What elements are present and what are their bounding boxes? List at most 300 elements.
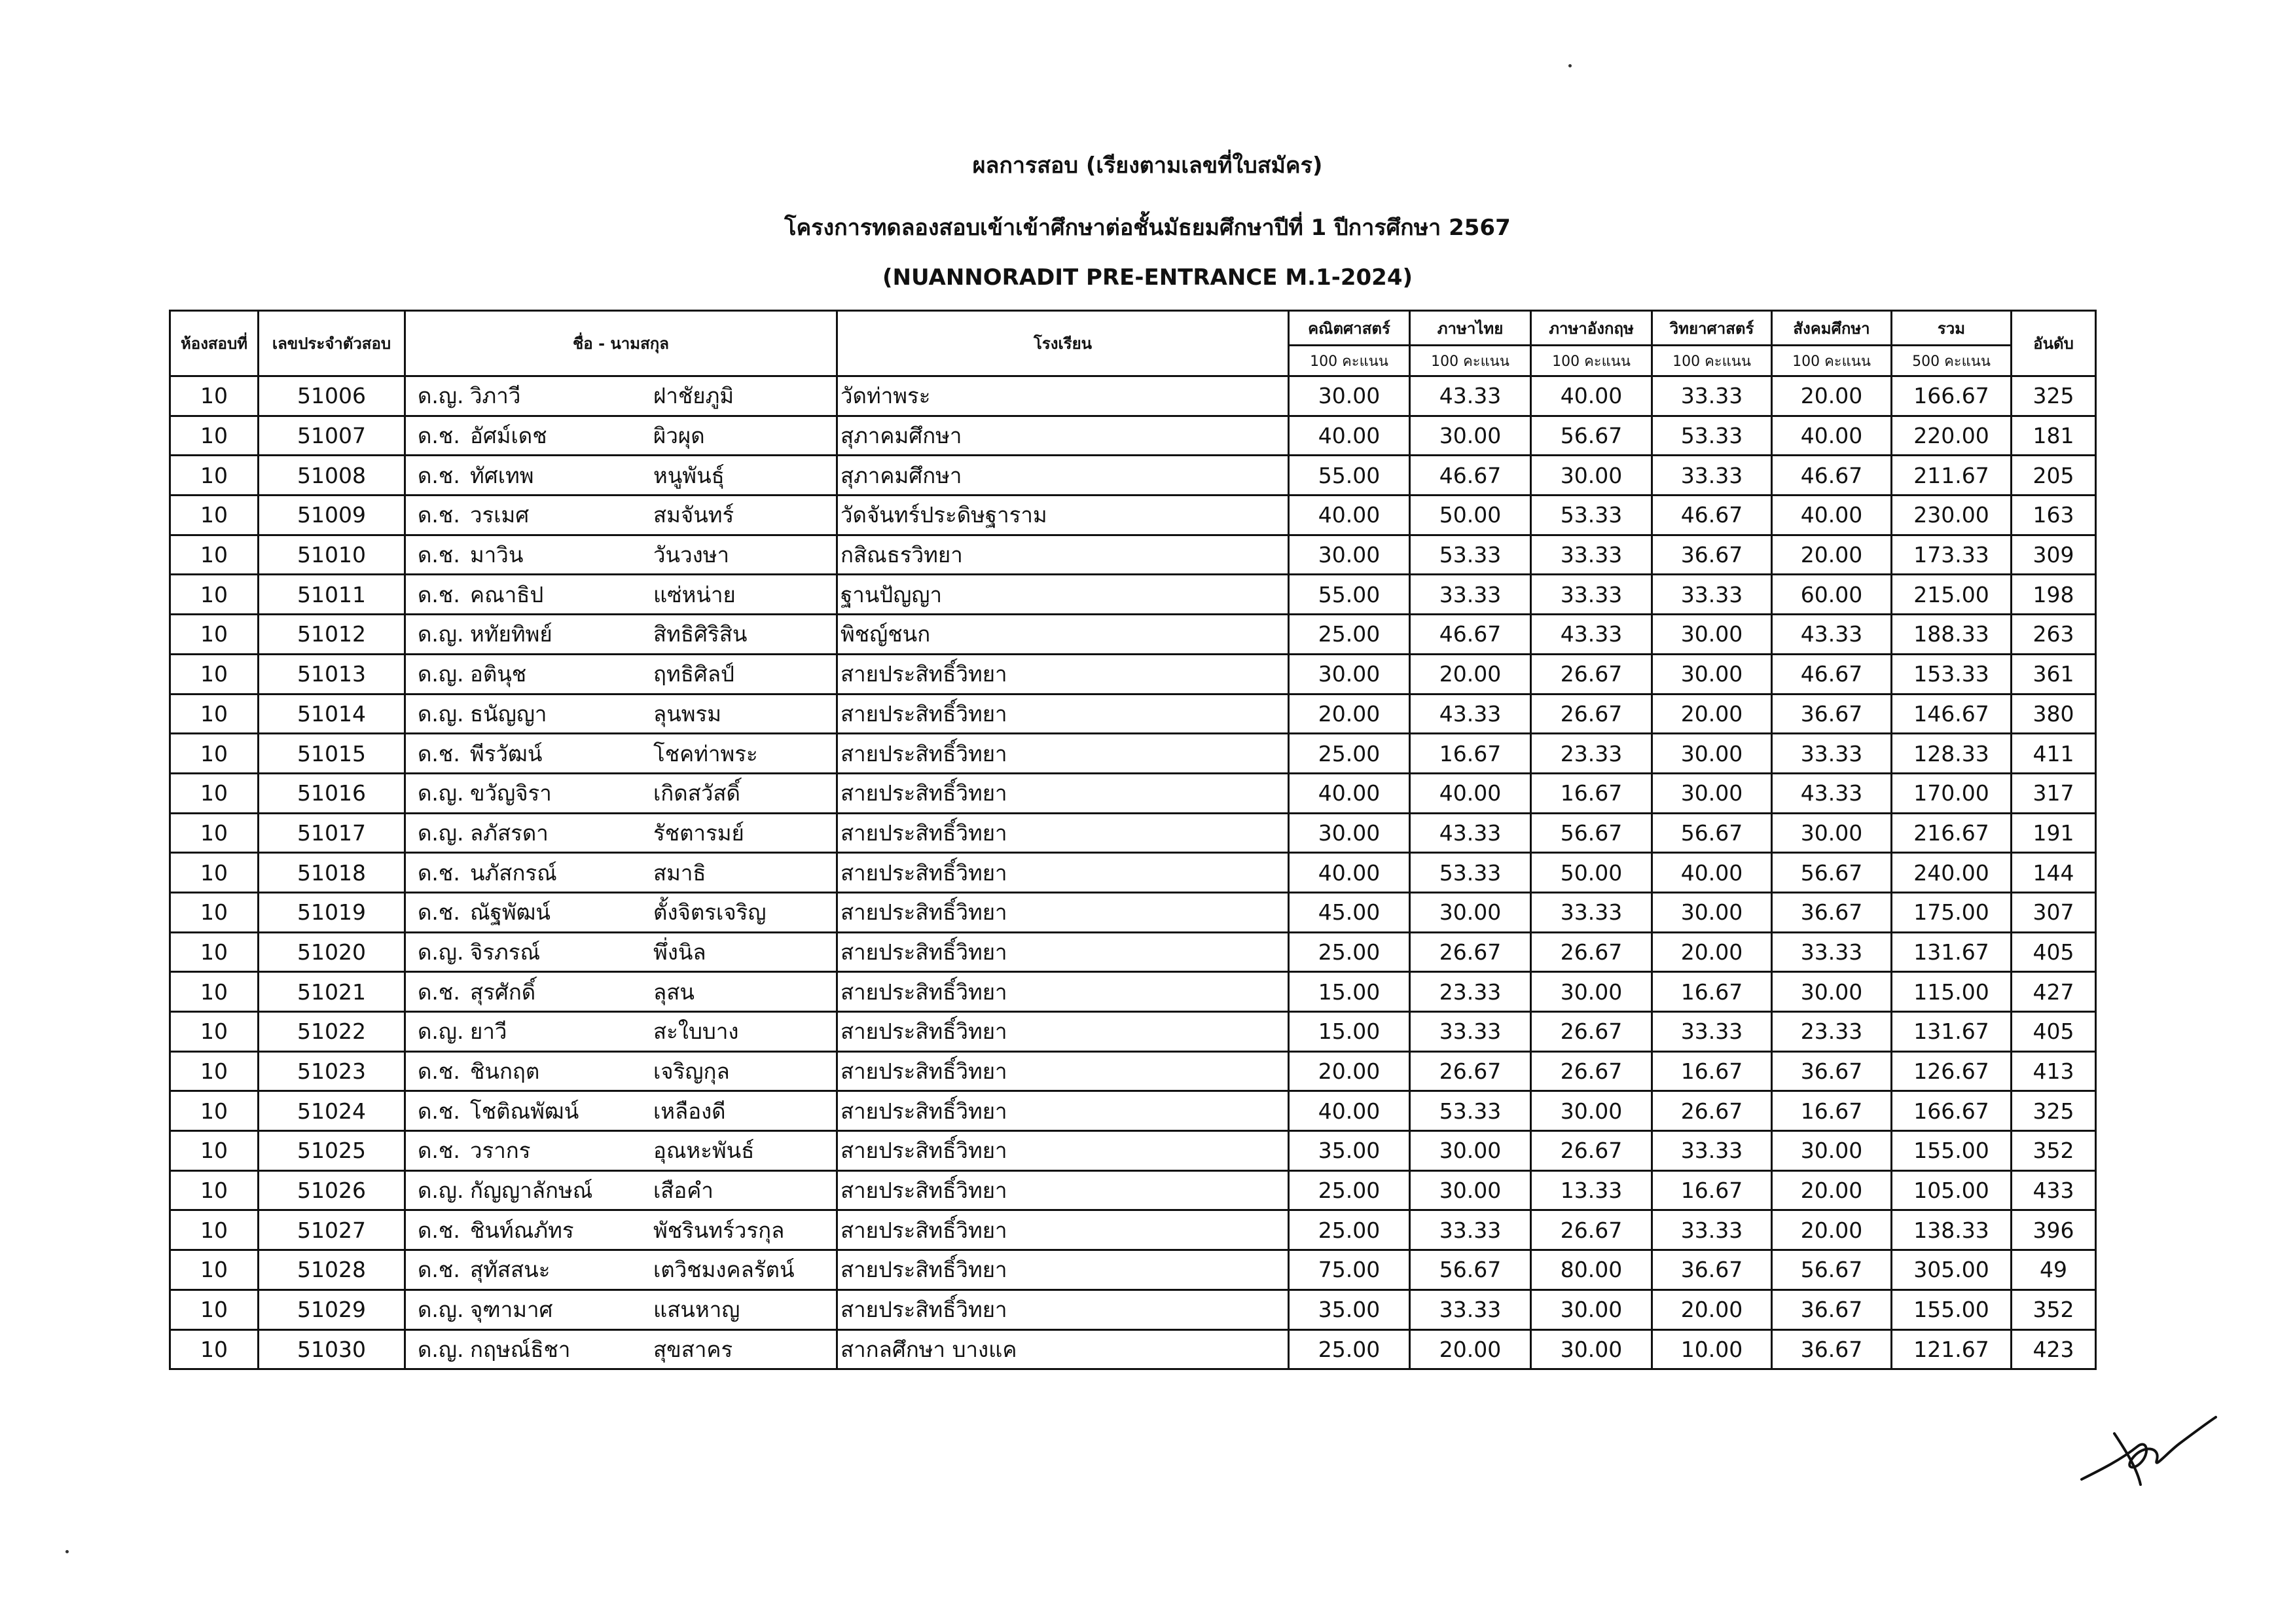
cell-school: ฐานปัญญา bbox=[837, 575, 1289, 615]
last-name: เหลืองดี bbox=[653, 1098, 726, 1124]
cell-name bbox=[405, 615, 837, 655]
cell-english: 30.00 bbox=[1531, 456, 1652, 496]
cell-name bbox=[405, 496, 837, 535]
name-prefix: ด.ช. bbox=[418, 1058, 460, 1085]
cell-room: 10 bbox=[170, 376, 259, 416]
cell-school: วัดท่าพระ bbox=[837, 376, 1289, 416]
scan-speck bbox=[65, 1550, 69, 1553]
name-prefix: ด.ญ. bbox=[418, 1178, 464, 1204]
cell-english: 13.33 bbox=[1531, 1170, 1652, 1210]
header-max-thai: 100 คะแนน bbox=[1410, 346, 1531, 376]
cell-exam-id: 51029 bbox=[259, 1290, 405, 1329]
name-prefix: ด.ญ. bbox=[418, 780, 464, 806]
cell-english: 30.00 bbox=[1531, 972, 1652, 1012]
cell-exam-id: 51025 bbox=[259, 1131, 405, 1171]
first-name: ขวัญจิรา bbox=[470, 780, 552, 806]
cell-science: 33.33 bbox=[1652, 376, 1772, 416]
header-english: ภาษาอังกฤษ bbox=[1531, 311, 1652, 346]
cell-social: 56.67 bbox=[1772, 853, 1892, 893]
cell-thai: 33.33 bbox=[1410, 1210, 1531, 1250]
table-row bbox=[170, 1091, 2096, 1131]
cell-science: 33.33 bbox=[1652, 1131, 1772, 1171]
cell-name bbox=[405, 1091, 837, 1131]
cell-math: 20.00 bbox=[1289, 694, 1410, 734]
cell-school: สายประสิทธิ์วิทยา bbox=[837, 1091, 1289, 1131]
cell-science: 33.33 bbox=[1652, 1012, 1772, 1052]
first-name: ลภัสรดา bbox=[470, 820, 549, 846]
cell-room: 10 bbox=[170, 1012, 259, 1052]
cell-english: 26.67 bbox=[1531, 1012, 1652, 1052]
cell-exam-id: 51026 bbox=[259, 1170, 405, 1210]
cell-exam-id: 51020 bbox=[259, 932, 405, 972]
cell-school: สายประสิทธิ์วิทยา bbox=[837, 1250, 1289, 1290]
cell-school: วัดจันทร์ประดิษฐาราม bbox=[837, 496, 1289, 535]
first-name: นภัสกรณ์ bbox=[470, 859, 557, 886]
cell-name bbox=[405, 376, 837, 416]
cell-school: สายประสิทธิ์วิทยา bbox=[837, 773, 1289, 813]
cell-exam-id: 51030 bbox=[259, 1329, 405, 1369]
first-name: สุรศักดิ์ bbox=[470, 979, 536, 1005]
cell-school: สายประสิทธิ์วิทยา bbox=[837, 932, 1289, 972]
cell-thai: 46.67 bbox=[1410, 456, 1531, 496]
cell-science: 33.33 bbox=[1652, 575, 1772, 615]
cell-name bbox=[405, 1290, 837, 1329]
cell-total: 170.00 bbox=[1892, 773, 2012, 813]
cell-social: 33.33 bbox=[1772, 734, 1892, 774]
cell-english: 40.00 bbox=[1531, 376, 1652, 416]
header-room: ห้องสอบที่ bbox=[170, 311, 259, 376]
cell-science: 36.67 bbox=[1652, 535, 1772, 575]
name-prefix: ด.ญ. bbox=[418, 700, 464, 727]
name-prefix: ด.ญ. bbox=[418, 820, 464, 846]
cell-math: 15.00 bbox=[1289, 972, 1410, 1012]
name-prefix: ด.ช. bbox=[418, 899, 460, 926]
cell-science: 16.67 bbox=[1652, 972, 1772, 1012]
cell-english: 26.67 bbox=[1531, 1210, 1652, 1250]
cell-thai: 30.00 bbox=[1410, 1170, 1531, 1210]
cell-room: 10 bbox=[170, 1170, 259, 1210]
name-prefix: ด.ญ. bbox=[418, 1019, 464, 1045]
cell-math: 25.00 bbox=[1289, 615, 1410, 655]
cell-name bbox=[405, 416, 837, 456]
header-school: โรงเรียน bbox=[837, 311, 1289, 376]
cell-room: 10 bbox=[170, 535, 259, 575]
cell-name bbox=[405, 1329, 837, 1369]
first-name: ณัฐพัฒน์ bbox=[470, 899, 551, 926]
cell-thai: 53.33 bbox=[1410, 1091, 1531, 1131]
cell-total: 115.00 bbox=[1892, 972, 2012, 1012]
cell-english: 30.00 bbox=[1531, 1329, 1652, 1369]
cell-total: 215.00 bbox=[1892, 575, 2012, 615]
table-row bbox=[170, 496, 2096, 535]
cell-exam-id: 51019 bbox=[259, 892, 405, 932]
cell-school: สายประสิทธิ์วิทยา bbox=[837, 734, 1289, 774]
cell-room: 10 bbox=[170, 1329, 259, 1369]
header-rank: อันดับ bbox=[2012, 311, 2096, 376]
cell-room: 10 bbox=[170, 654, 259, 694]
cell-thai: 26.67 bbox=[1410, 932, 1531, 972]
cell-room: 10 bbox=[170, 1131, 259, 1171]
table-row bbox=[170, 1051, 2096, 1091]
cell-english: 16.67 bbox=[1531, 773, 1652, 813]
cell-school: สุภาคมศึกษา bbox=[837, 416, 1289, 456]
cell-room: 10 bbox=[170, 932, 259, 972]
last-name: พัชรินทร์วรกุล bbox=[653, 1217, 785, 1243]
cell-social: 30.00 bbox=[1772, 972, 1892, 1012]
cell-name bbox=[405, 932, 837, 972]
first-name: หทัยทิพย์ bbox=[470, 621, 552, 647]
name-prefix: ด.ช. bbox=[418, 979, 460, 1005]
name-prefix: ด.ญ. bbox=[418, 383, 464, 409]
cell-rank: 380 bbox=[2012, 694, 2096, 734]
cell-thai: 26.67 bbox=[1410, 1051, 1531, 1091]
header-total: รวม bbox=[1892, 311, 2012, 346]
cell-room: 10 bbox=[170, 456, 259, 496]
first-name: กฤษณ์ธิชา bbox=[470, 1336, 571, 1362]
table-row bbox=[170, 1250, 2096, 1290]
table-row bbox=[170, 694, 2096, 734]
cell-rank: 325 bbox=[2012, 1091, 2096, 1131]
cell-exam-id: 51008 bbox=[259, 456, 405, 496]
name-prefix: ด.ญ. bbox=[418, 939, 464, 965]
cell-science: 40.00 bbox=[1652, 853, 1772, 893]
cell-school: สายประสิทธิ์วิทยา bbox=[837, 1131, 1289, 1171]
cell-school: สายประสิทธิ์วิทยา bbox=[837, 972, 1289, 1012]
cell-social: 33.33 bbox=[1772, 932, 1892, 972]
table-row bbox=[170, 654, 2096, 694]
cell-name bbox=[405, 853, 837, 893]
table-row bbox=[170, 1290, 2096, 1329]
cell-exam-id: 51028 bbox=[259, 1250, 405, 1290]
cell-rank: 411 bbox=[2012, 734, 2096, 774]
last-name: สะใบบาง bbox=[653, 1019, 739, 1045]
header-max-math: 100 คะแนน bbox=[1289, 346, 1410, 376]
cell-thai: 33.33 bbox=[1410, 575, 1531, 615]
cell-english: 43.33 bbox=[1531, 615, 1652, 655]
cell-thai: 30.00 bbox=[1410, 892, 1531, 932]
cell-thai: 30.00 bbox=[1410, 1131, 1531, 1171]
cell-social: 43.33 bbox=[1772, 773, 1892, 813]
cell-math: 35.00 bbox=[1289, 1131, 1410, 1171]
table-row bbox=[170, 892, 2096, 932]
cell-science: 56.67 bbox=[1652, 813, 1772, 853]
last-name: ผิวผุด bbox=[653, 423, 705, 449]
first-name: คณาธิป bbox=[470, 581, 544, 607]
cell-thai: 50.00 bbox=[1410, 496, 1531, 535]
name-prefix: ด.ช. bbox=[418, 423, 460, 449]
last-name: สมจันทร์ bbox=[653, 502, 734, 528]
cell-room: 10 bbox=[170, 496, 259, 535]
cell-rank: 317 bbox=[2012, 773, 2096, 813]
cell-thai: 23.33 bbox=[1410, 972, 1531, 1012]
cell-rank: 49 bbox=[2012, 1250, 2096, 1290]
cell-social: 36.67 bbox=[1772, 1290, 1892, 1329]
first-name: กัญญาลักษณ์ bbox=[470, 1178, 593, 1204]
cell-rank: 352 bbox=[2012, 1131, 2096, 1171]
last-name: ลุสน bbox=[653, 979, 695, 1005]
name-prefix: ด.ช. bbox=[418, 1217, 460, 1243]
cell-math: 25.00 bbox=[1289, 1210, 1410, 1250]
cell-science: 30.00 bbox=[1652, 892, 1772, 932]
last-name: แซ่หน่าย bbox=[653, 581, 736, 607]
cell-name bbox=[405, 1051, 837, 1091]
cell-thai: 46.67 bbox=[1410, 615, 1531, 655]
cell-school: สายประสิทธิ์วิทยา bbox=[837, 1290, 1289, 1329]
cell-exam-id: 51022 bbox=[259, 1012, 405, 1052]
name-prefix: ด.ญ. bbox=[418, 1297, 464, 1323]
cell-name bbox=[405, 1170, 837, 1210]
cell-total: 146.67 bbox=[1892, 694, 2012, 734]
first-name: จุฑามาศ bbox=[470, 1297, 553, 1323]
cell-english: 33.33 bbox=[1531, 535, 1652, 575]
cell-english: 56.67 bbox=[1531, 416, 1652, 456]
cell-rank: 163 bbox=[2012, 496, 2096, 535]
cell-math: 40.00 bbox=[1289, 1091, 1410, 1131]
cell-math: 40.00 bbox=[1289, 773, 1410, 813]
cell-name bbox=[405, 1012, 837, 1052]
first-name: ยาวี bbox=[470, 1019, 507, 1045]
cell-rank: 307 bbox=[2012, 892, 2096, 932]
cell-name bbox=[405, 972, 837, 1012]
cell-english: 26.67 bbox=[1531, 654, 1652, 694]
cell-math: 25.00 bbox=[1289, 734, 1410, 774]
table-row bbox=[170, 773, 2096, 813]
cell-english: 33.33 bbox=[1531, 892, 1652, 932]
last-name: สมาธิ bbox=[653, 859, 706, 886]
cell-math: 55.00 bbox=[1289, 456, 1410, 496]
cell-total: 126.67 bbox=[1892, 1051, 2012, 1091]
cell-thai: 40.00 bbox=[1410, 773, 1531, 813]
first-name: มาวิน bbox=[470, 542, 524, 568]
cell-science: 46.67 bbox=[1652, 496, 1772, 535]
cell-name bbox=[405, 535, 837, 575]
cell-rank: 433 bbox=[2012, 1170, 2096, 1210]
cell-total: 131.67 bbox=[1892, 932, 2012, 972]
cell-total: 121.67 bbox=[1892, 1329, 2012, 1369]
cell-exam-id: 51014 bbox=[259, 694, 405, 734]
first-name: อัศม์เดช bbox=[470, 423, 547, 449]
cell-social: 60.00 bbox=[1772, 575, 1892, 615]
cell-exam-id: 51021 bbox=[259, 972, 405, 1012]
cell-social: 43.33 bbox=[1772, 615, 1892, 655]
table-row bbox=[170, 575, 2096, 615]
cell-rank: 396 bbox=[2012, 1210, 2096, 1250]
cell-math: 30.00 bbox=[1289, 376, 1410, 416]
last-name: แสนหาญ bbox=[653, 1297, 740, 1323]
header-max-total: 500 คะแนน bbox=[1892, 346, 2012, 376]
cell-social: 16.67 bbox=[1772, 1091, 1892, 1131]
cell-total: 128.33 bbox=[1892, 734, 2012, 774]
last-name: เสือคำ bbox=[653, 1178, 714, 1204]
cell-math: 20.00 bbox=[1289, 1051, 1410, 1091]
cell-room: 10 bbox=[170, 734, 259, 774]
cell-thai: 43.33 bbox=[1410, 813, 1531, 853]
cell-math: 25.00 bbox=[1289, 1329, 1410, 1369]
cell-room: 10 bbox=[170, 416, 259, 456]
first-name: ธนัญญา bbox=[470, 700, 547, 727]
cell-social: 36.67 bbox=[1772, 1051, 1892, 1091]
header-science: วิทยาศาสตร์ bbox=[1652, 311, 1772, 346]
cell-english: 30.00 bbox=[1531, 1290, 1652, 1329]
table-row bbox=[170, 813, 2096, 853]
cell-math: 25.00 bbox=[1289, 1170, 1410, 1210]
cell-school: พิชญ์ชนก bbox=[837, 615, 1289, 655]
cell-math: 15.00 bbox=[1289, 1012, 1410, 1052]
cell-english: 56.67 bbox=[1531, 813, 1652, 853]
cell-total: 216.67 bbox=[1892, 813, 2012, 853]
cell-english: 26.67 bbox=[1531, 694, 1652, 734]
cell-rank: 144 bbox=[2012, 853, 2096, 893]
name-prefix: ด.ช. bbox=[418, 502, 460, 528]
cell-science: 20.00 bbox=[1652, 932, 1772, 972]
header-max-english: 100 คะแนน bbox=[1531, 346, 1652, 376]
cell-school: สายประสิทธิ์วิทยา bbox=[837, 654, 1289, 694]
cell-thai: 43.33 bbox=[1410, 376, 1531, 416]
cell-thai: 56.67 bbox=[1410, 1250, 1531, 1290]
cell-exam-id: 51009 bbox=[259, 496, 405, 535]
cell-rank: 427 bbox=[2012, 972, 2096, 1012]
cell-room: 10 bbox=[170, 1051, 259, 1091]
cell-school: สายประสิทธิ์วิทยา bbox=[837, 813, 1289, 853]
first-name: พีรวัฒน์ bbox=[470, 740, 543, 767]
cell-total: 138.33 bbox=[1892, 1210, 2012, 1250]
cell-total: 131.67 bbox=[1892, 1012, 2012, 1052]
name-prefix: ด.ช. bbox=[418, 1138, 460, 1164]
cell-school: สายประสิทธิ์วิทยา bbox=[837, 853, 1289, 893]
cell-room: 10 bbox=[170, 1210, 259, 1250]
cell-name bbox=[405, 813, 837, 853]
cell-social: 20.00 bbox=[1772, 376, 1892, 416]
cell-name bbox=[405, 773, 837, 813]
cell-science: 10.00 bbox=[1652, 1329, 1772, 1369]
name-prefix: ด.ช. bbox=[418, 542, 460, 568]
cell-thai: 20.00 bbox=[1410, 654, 1531, 694]
last-name: ลุนพรม bbox=[653, 700, 722, 727]
header-name: ชื่อ - นามสกุล bbox=[405, 311, 837, 376]
name-prefix: ด.ช. bbox=[418, 740, 460, 767]
cell-social: 36.67 bbox=[1772, 1329, 1892, 1369]
cell-name bbox=[405, 456, 837, 496]
first-name: โชติณพัฒน์ bbox=[470, 1098, 579, 1124]
cell-math: 55.00 bbox=[1289, 575, 1410, 615]
cell-school: สายประสิทธิ์วิทยา bbox=[837, 1051, 1289, 1091]
last-name: วันวงษา bbox=[653, 542, 730, 568]
name-prefix: ด.ช. bbox=[418, 1257, 460, 1283]
cell-social: 23.33 bbox=[1772, 1012, 1892, 1052]
cell-science: 16.67 bbox=[1652, 1051, 1772, 1091]
cell-rank: 198 bbox=[2012, 575, 2096, 615]
first-name: วรเมศ bbox=[470, 502, 530, 528]
cell-social: 36.67 bbox=[1772, 694, 1892, 734]
cell-total: 220.00 bbox=[1892, 416, 2012, 456]
cell-social: 36.67 bbox=[1772, 892, 1892, 932]
cell-math: 40.00 bbox=[1289, 853, 1410, 893]
last-name: เตวิชมงคลรัตน์ bbox=[653, 1257, 795, 1283]
cell-social: 20.00 bbox=[1772, 1210, 1892, 1250]
title-line-3: (NUANNORADIT PRE-ENTRANCE M.1-2024) bbox=[882, 264, 1413, 291]
cell-room: 10 bbox=[170, 615, 259, 655]
last-name: เจริญกุล bbox=[653, 1058, 730, 1085]
cell-social: 46.67 bbox=[1772, 456, 1892, 496]
cell-total: 173.33 bbox=[1892, 535, 2012, 575]
cell-school: สากลศึกษา บางแค bbox=[837, 1329, 1289, 1369]
cell-school: สายประสิทธิ์วิทยา bbox=[837, 1210, 1289, 1250]
cell-thai: 43.33 bbox=[1410, 694, 1531, 734]
cell-science: 33.33 bbox=[1652, 456, 1772, 496]
last-name: ฤทธิศิลป์ bbox=[653, 661, 734, 687]
cell-name bbox=[405, 734, 837, 774]
cell-rank: 413 bbox=[2012, 1051, 2096, 1091]
title-line-1: ผลการสอบ (เรียงตามเลขที่ใบสมัคร) bbox=[972, 153, 1323, 179]
cell-science: 36.67 bbox=[1652, 1250, 1772, 1290]
cell-english: 23.33 bbox=[1531, 734, 1652, 774]
signature bbox=[2075, 1407, 2219, 1492]
cell-total: 155.00 bbox=[1892, 1131, 2012, 1171]
header-exam-id: เลขประจำตัวสอบ bbox=[259, 311, 405, 376]
cell-math: 30.00 bbox=[1289, 535, 1410, 575]
cell-exam-id: 51023 bbox=[259, 1051, 405, 1091]
cell-science: 53.33 bbox=[1652, 416, 1772, 456]
cell-english: 53.33 bbox=[1531, 496, 1652, 535]
cell-room: 10 bbox=[170, 1290, 259, 1329]
table-row bbox=[170, 416, 2096, 456]
cell-thai: 30.00 bbox=[1410, 416, 1531, 456]
cell-english: 80.00 bbox=[1531, 1250, 1652, 1290]
cell-total: 166.67 bbox=[1892, 376, 2012, 416]
cell-total: 153.33 bbox=[1892, 654, 2012, 694]
cell-rank: 309 bbox=[2012, 535, 2096, 575]
cell-exam-id: 51027 bbox=[259, 1210, 405, 1250]
table-row bbox=[170, 1170, 2096, 1210]
cell-science: 20.00 bbox=[1652, 694, 1772, 734]
cell-english: 50.00 bbox=[1531, 853, 1652, 893]
cell-social: 46.67 bbox=[1772, 654, 1892, 694]
table-row bbox=[170, 853, 2096, 893]
last-name: ตั้งจิตรเจริญ bbox=[653, 899, 767, 926]
last-name: โชคท่าพระ bbox=[653, 740, 758, 767]
cell-total: 155.00 bbox=[1892, 1290, 2012, 1329]
cell-rank: 423 bbox=[2012, 1329, 2096, 1369]
cell-science: 30.00 bbox=[1652, 654, 1772, 694]
cell-math: 30.00 bbox=[1289, 654, 1410, 694]
cell-room: 10 bbox=[170, 575, 259, 615]
cell-total: 188.33 bbox=[1892, 615, 2012, 655]
cell-name bbox=[405, 892, 837, 932]
header-math: คณิตศาสตร์ bbox=[1289, 311, 1410, 346]
cell-social: 30.00 bbox=[1772, 813, 1892, 853]
cell-social: 40.00 bbox=[1772, 416, 1892, 456]
cell-science: 20.00 bbox=[1652, 1290, 1772, 1329]
cell-exam-id: 51007 bbox=[259, 416, 405, 456]
cell-total: 166.67 bbox=[1892, 1091, 2012, 1131]
cell-math: 40.00 bbox=[1289, 496, 1410, 535]
cell-thai: 20.00 bbox=[1410, 1329, 1531, 1369]
first-name: จิรภรณ์ bbox=[470, 939, 541, 965]
cell-science: 30.00 bbox=[1652, 773, 1772, 813]
cell-school: กสิณธรวิทยา bbox=[837, 535, 1289, 575]
cell-exam-id: 51013 bbox=[259, 654, 405, 694]
table-row bbox=[170, 972, 2096, 1012]
cell-english: 26.67 bbox=[1531, 1131, 1652, 1171]
last-name: สุขสาคร bbox=[653, 1336, 733, 1362]
cell-name bbox=[405, 654, 837, 694]
cell-social: 56.67 bbox=[1772, 1250, 1892, 1290]
cell-english: 26.67 bbox=[1531, 1051, 1652, 1091]
cell-rank: 405 bbox=[2012, 1012, 2096, 1052]
name-prefix: ด.ญ. bbox=[418, 1336, 464, 1362]
cell-rank: 361 bbox=[2012, 654, 2096, 694]
cell-science: 30.00 bbox=[1652, 615, 1772, 655]
